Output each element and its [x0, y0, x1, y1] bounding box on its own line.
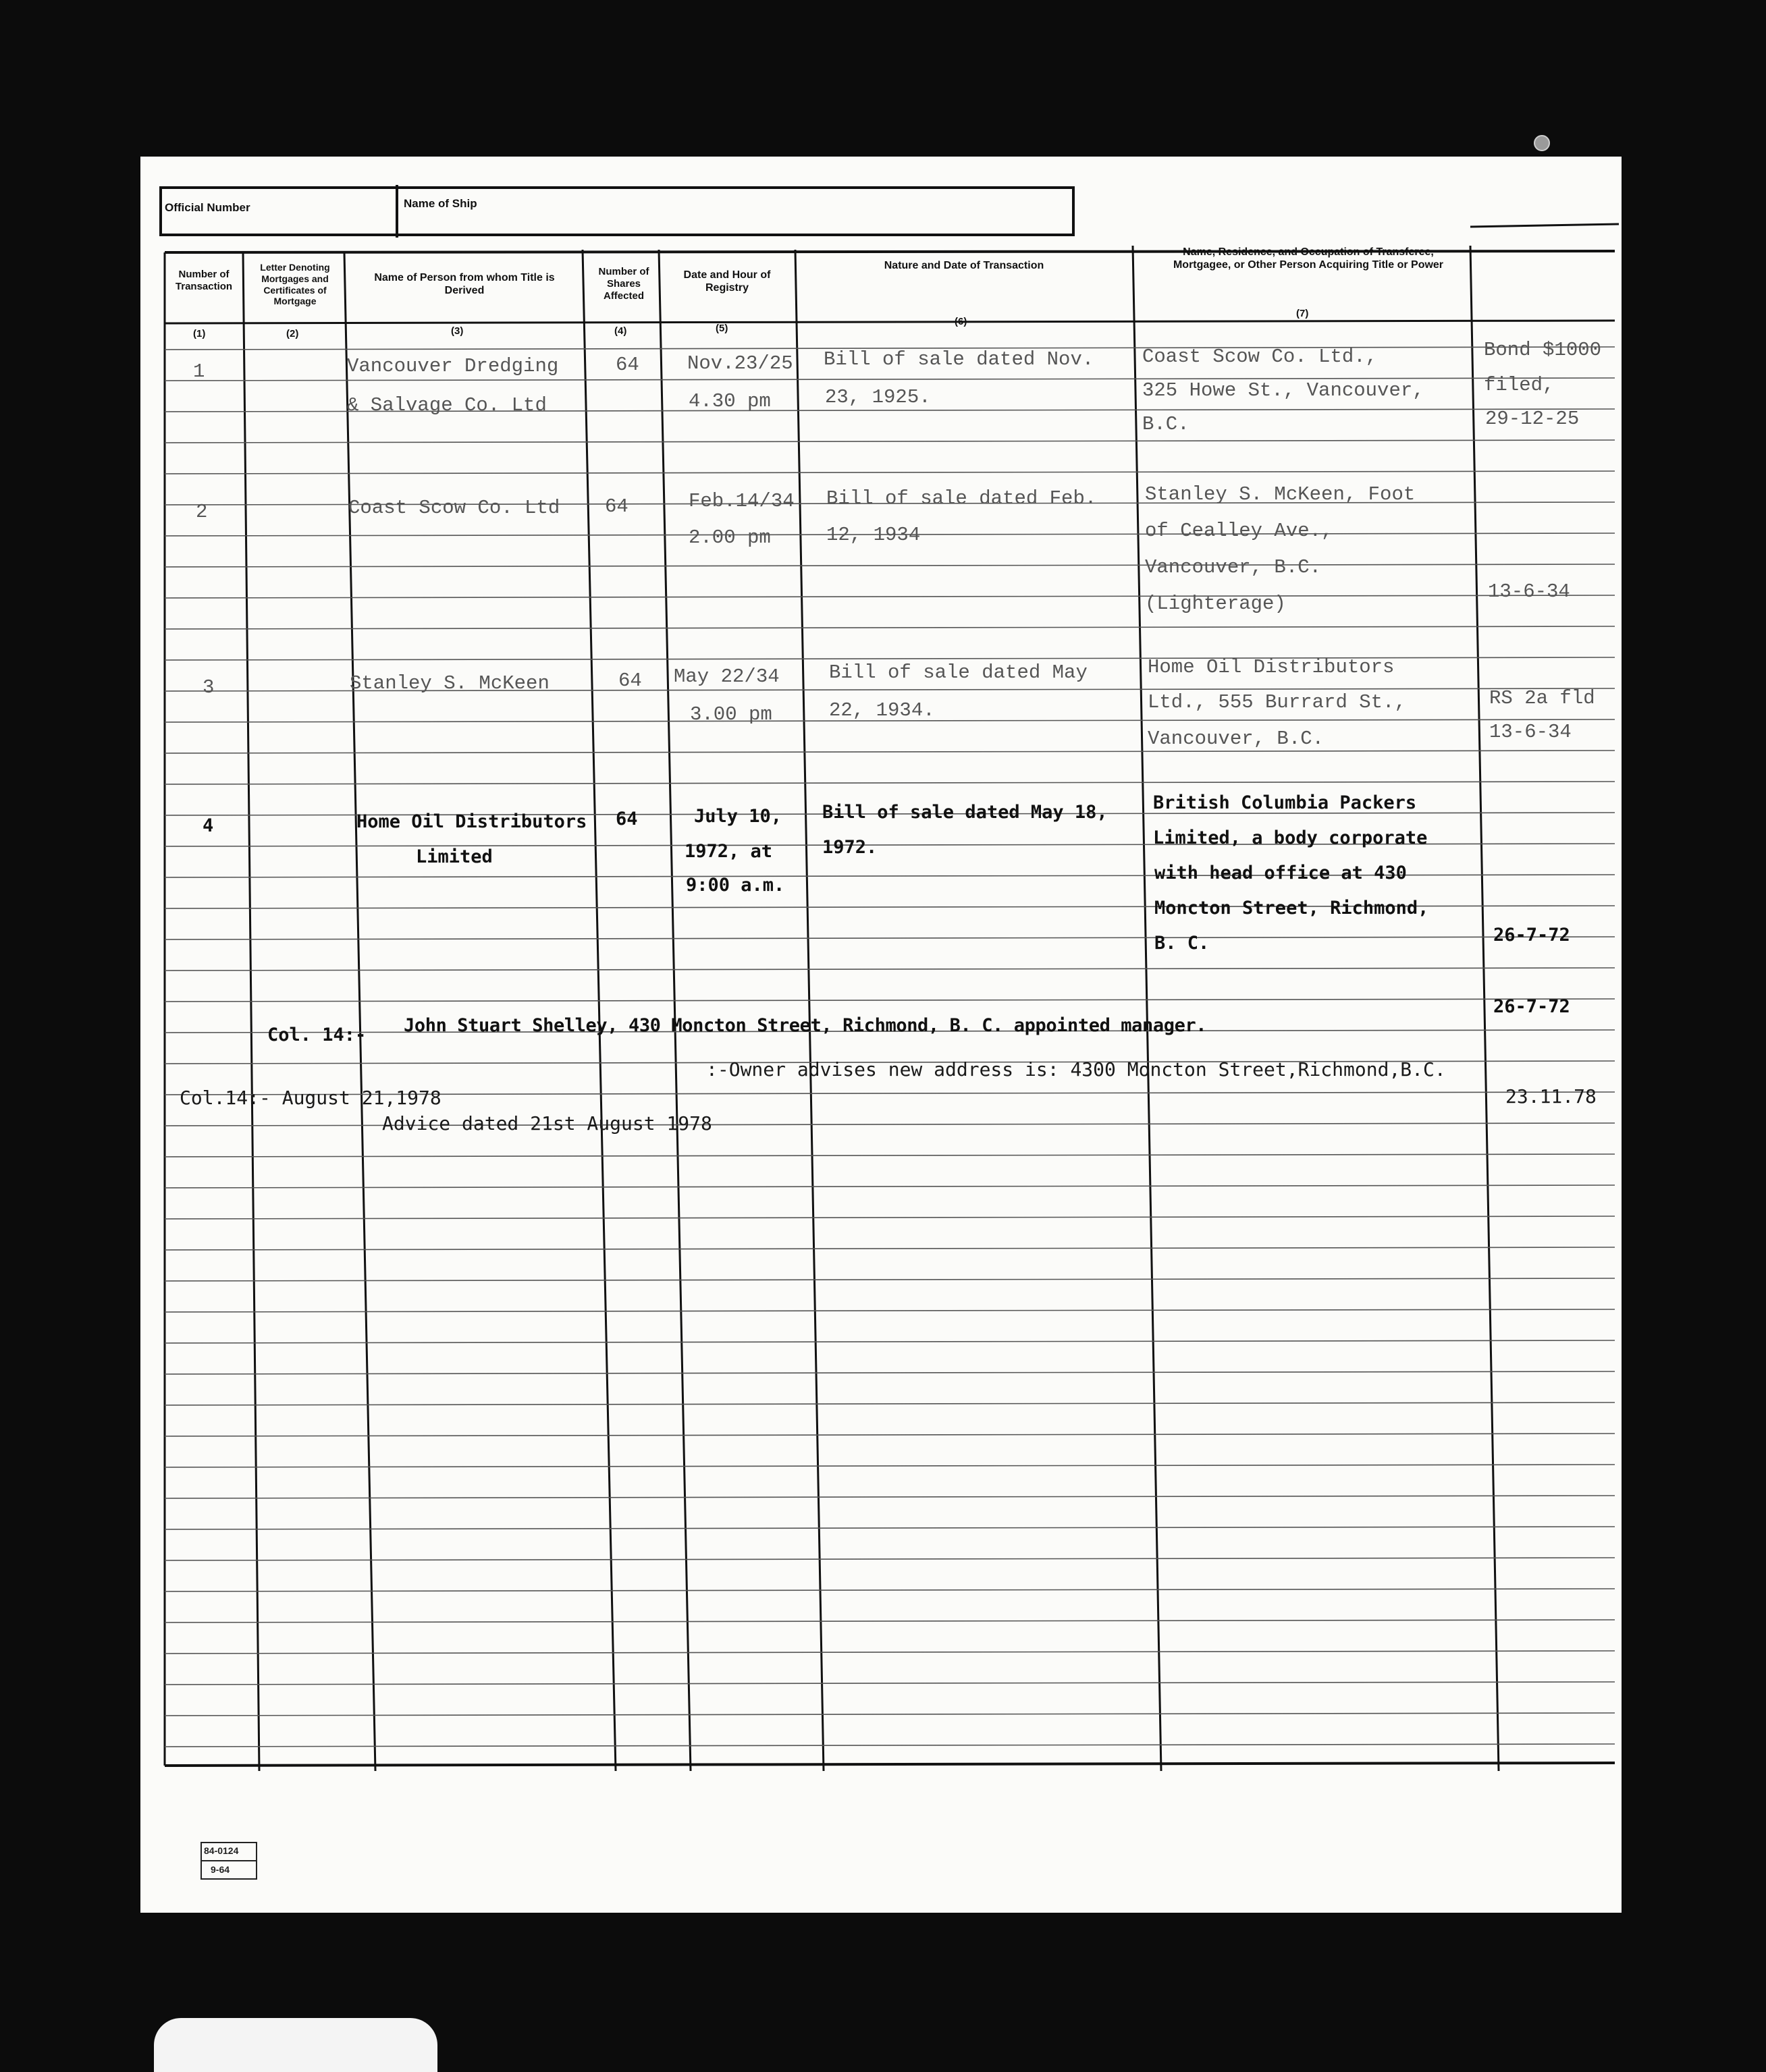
entry-3-date-2: 3.00 pm: [690, 703, 772, 726]
official-number-box: [161, 188, 1073, 235]
entry-2-date-1: Feb.14/34: [689, 490, 795, 512]
remarks-top-rule: [1470, 224, 1619, 227]
entry-2-from-1: Coast Scow Co. Ltd: [348, 497, 560, 519]
col-divider-2: [344, 252, 375, 1771]
entry-1-shares: 64: [616, 354, 639, 376]
note-2-sub: Advice dated 21st August 1978: [382, 1112, 712, 1135]
entry-1-num: 1: [193, 360, 205, 383]
entry-2-date-2: 2.00 pm: [689, 526, 771, 549]
col-1-num: (1): [193, 328, 206, 339]
entry-1-remarks-2: filed,: [1484, 374, 1555, 396]
entry-1-date-1: Nov.23/25: [687, 352, 793, 375]
entry-4-date-1: July 10,: [694, 806, 782, 827]
form-number-top: 84-0124: [204, 1845, 239, 1856]
header-bottom-rule: [165, 321, 1615, 323]
entry-3-to-1: Home Oil Distributors: [1148, 656, 1395, 678]
entry-2-num: 2: [196, 501, 208, 523]
col-3-num: (3): [451, 325, 464, 337]
entry-4-to-4: Moncton Street, Richmond,: [1154, 898, 1429, 919]
name-of-ship-label: Name of Ship: [404, 197, 477, 210]
entry-1-remarks-1: Bond $1000: [1484, 339, 1602, 361]
entry-4-shares: 64: [616, 809, 638, 829]
note-2-remark: 23.11.78: [1505, 1085, 1597, 1108]
col-divider-4: [659, 250, 691, 1771]
entry-2-to-1: Stanley S. McKeen, Foot: [1145, 483, 1416, 506]
entry-4-to-1: British Columbia Packers: [1153, 792, 1417, 813]
entry-3-num: 3: [203, 676, 215, 699]
col-6-num: (6): [955, 316, 967, 327]
col-divider-6: [1133, 246, 1161, 1771]
col-4-num: (4): [614, 325, 627, 337]
entry-2-to-2: of Cealley Ave.,: [1145, 520, 1333, 542]
entry-4-from-1: Home Oil Distributors: [356, 811, 587, 832]
entry-2-nature-1: Bill of sale dated Feb.: [826, 487, 1097, 510]
entry-1-to-2: 325 Howe St., Vancouver,: [1142, 379, 1424, 402]
col-7-num: (7): [1296, 308, 1309, 319]
col-1-title: Number of Transaction: [175, 269, 233, 292]
form-number-bottom: 9-64: [211, 1864, 230, 1875]
official-number-label: Official Number: [165, 201, 250, 214]
entry-3-nature-1: Bill of sale dated May: [829, 661, 1088, 684]
entry-3-to-3: Vancouver, B.C.: [1148, 728, 1324, 750]
entry-3-to-2: Ltd., 555 Burrard St.,: [1148, 691, 1406, 713]
entry-1-remarks-3: 29-12-25: [1485, 408, 1580, 430]
col-2-title: Letter Denoting Mortgages and Certificates of Mortgage: [260, 262, 330, 307]
paper-corner: [154, 2018, 437, 2072]
entry-4-to-5: B. C.: [1154, 933, 1210, 954]
col-divider-5: [795, 250, 824, 1771]
note-1-text: John Stuart Shelley, 430 Moncton Street, Richmond, B. C. appointed manager.: [404, 1015, 1207, 1036]
note-2-text: :-Owner advises new address is: 4300 Moncton Street,Richmond,B.C.: [706, 1058, 1446, 1081]
entry-1-nature-2: 23, 1925.: [825, 386, 931, 408]
col-5-num: (5): [716, 323, 728, 334]
entry-1-to-1: Coast Scow Co. Ltd.,: [1142, 346, 1378, 368]
note-1-prefix: Col. 14:-: [267, 1025, 367, 1045]
col-2-num: (2): [286, 328, 299, 339]
punch-hole: [1534, 135, 1550, 151]
entry-3-shares: 64: [618, 670, 642, 692]
note-2-prefix: Col.14:- August 21,1978: [180, 1087, 442, 1109]
entry-2-nature-2: 12, 1934: [826, 524, 921, 546]
entry-3-nature-2: 22, 1934.: [829, 699, 935, 721]
col-3-title: Name of Person from whom Title is Derived: [374, 272, 555, 297]
entry-2-to-4: (Lighterage): [1145, 593, 1286, 615]
col-4-title: Number of Shares Affected: [598, 266, 649, 302]
ruled-lines: [165, 347, 1615, 1747]
entry-3-remarks-1: RS 2a fld: [1489, 687, 1595, 709]
entry-4-from-2: Limited: [416, 846, 493, 867]
entry-1-date-2: 4.30 pm: [689, 390, 771, 412]
entry-3-from-1: Stanley S. McKeen: [350, 672, 550, 694]
entry-4-to-3: with head office at 430: [1154, 863, 1407, 883]
note-1-remark: 26-7-72: [1493, 996, 1570, 1017]
entry-4-nature-2: 1972.: [822, 837, 878, 858]
col-7-title: Name, Residence, and Occupation of Transferee, Mortgagee, or Other Person Acquiring Title or Power: [1173, 246, 1444, 271]
col-divider-1: [243, 252, 259, 1771]
entry-4-nature-1: Bill of sale dated May 18,: [822, 802, 1108, 823]
col-6-title: Nature and Date of Transaction: [884, 260, 1044, 271]
entry-2-remarks-1: 13-6-34: [1488, 580, 1570, 603]
entry-1-to-3: B.C.: [1142, 413, 1189, 435]
entry-4-date-2: 1972, at: [685, 841, 773, 862]
entry-3-remarks-2: 13-6-34: [1489, 721, 1572, 743]
entry-4-to-2: Limited, a body corporate: [1153, 827, 1428, 848]
col-5-title: Date and Hour of Registry: [683, 269, 771, 294]
entry-2-to-3: Vancouver, B.C.: [1145, 556, 1322, 578]
entry-1-from-2: & Salvage Co. Ltd: [347, 394, 547, 416]
entry-3-date-1: May 22/34: [674, 665, 780, 688]
entry-1-from-1: Vancouver Dredging: [347, 355, 559, 377]
col-divider-3: [583, 250, 616, 1771]
register-sheet: [140, 157, 1622, 1913]
entry-1-nature-1: Bill of sale dated Nov.: [824, 348, 1094, 371]
entry-4-remarks-1: 26-7-72: [1493, 925, 1570, 946]
entry-4-num: 4: [203, 815, 214, 836]
entry-2-shares: 64: [605, 495, 628, 518]
table-bottom-rule: [165, 1763, 1615, 1766]
entry-4-date-3: 9:00 a.m.: [686, 875, 785, 896]
